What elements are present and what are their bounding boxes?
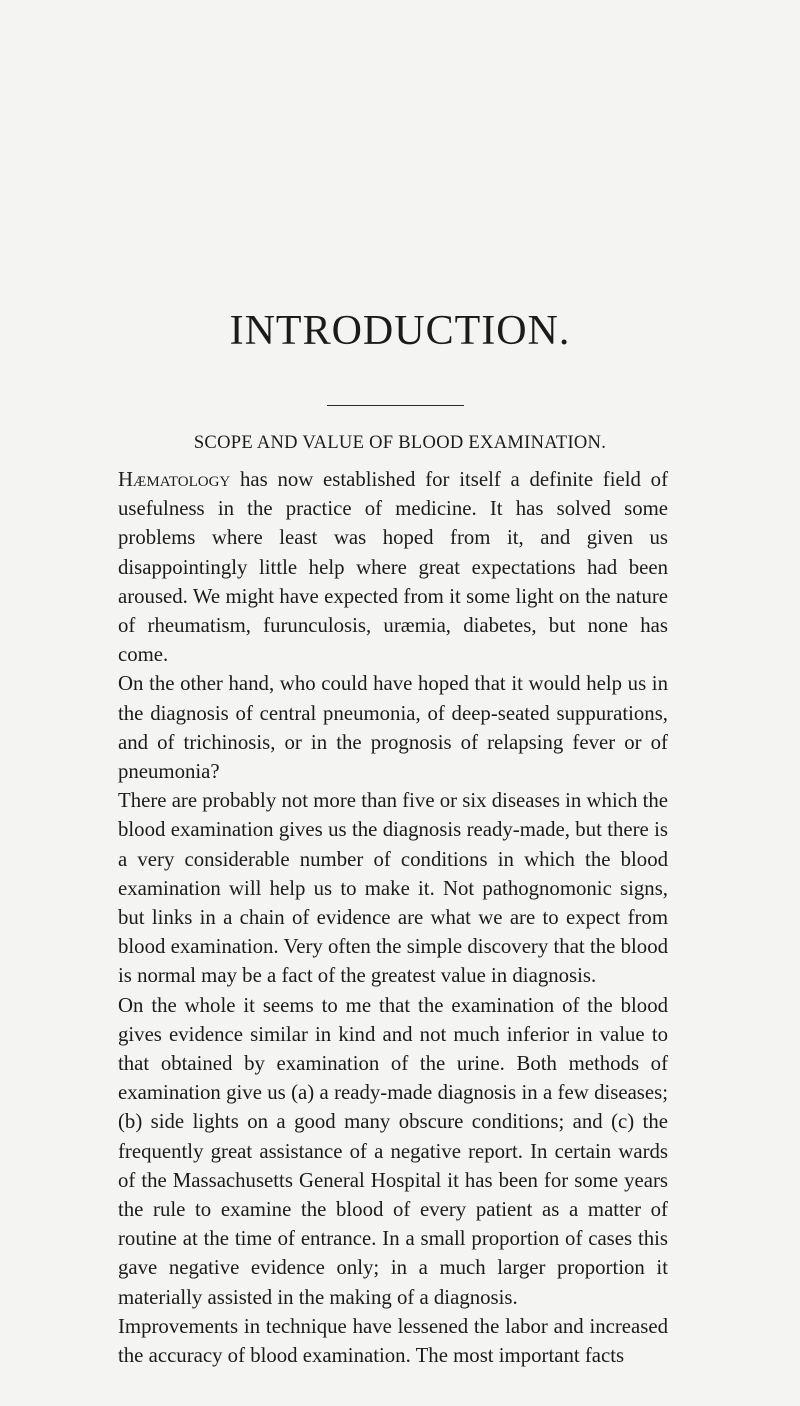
body-text [118, 465, 668, 1370]
paragraph-lead-word: Hæmatology [118, 468, 231, 491]
paragraph-text: has now established for itself a definite field of usefulness in the practice of medicine. It has solved some problems where least was hoped from it, and given us disappointingly little help where great expectations had been aroused. We might have expected from it some light on the nature of rheumatism, furunculosis, uræmia, diabetes, but none has come. [118, 468, 668, 667]
title-divider [327, 405, 464, 406]
paragraph-3: There are probably not more than five or six diseases in which the blood examination gives us the diagnosis ready-made, but there is a very considerable number of conditions in which the blood examination will help us to make it. Not pathognomonic signs, but links in a chain of evidence are what we are to expect from blood examination. Very often the simple discovery that the blood is normal may be a fact of the greatest value in diagnosis. [118, 789, 668, 988]
paragraph-5: Improvements in technique have lessened the labor and increased the accuracy of blood examination. The most important facts [118, 1314, 668, 1368]
paragraph-1 [118, 465, 668, 669]
paragraph-4: On the whole it seems to me that the examination of the blood gives evidence similar in kind and not much inferior in value to that obtained by examination of the urine. Both methods of examination give us (a) a ready-made diagnosis in a few diseases; (b) side lights on a good many obscure conditions; and (c) the frequently great assistance of a negative report. In certain wards of the Massachusetts General Hospital it has been for some years the rule to examine the blood of every patient as a matter of routine at the time of entrance. In a small proportion of cases this gave negative evidence only; in a much larger proportion it materially assisted in the making of a diagnosis. [118, 993, 668, 1309]
chapter-title: INTRODUCTION. [229, 308, 571, 354]
section-subtitle: SCOPE AND VALUE OF BLOOD EXAMINATION. [193, 433, 607, 453]
paragraph-2: On the other hand, who could have hoped that it would help us in the diagnosis of central pneumonia, of deep-seated suppurations, and of trichinosis, or in the prognosis of relapsing fever or of pneumonia? [118, 672, 668, 784]
